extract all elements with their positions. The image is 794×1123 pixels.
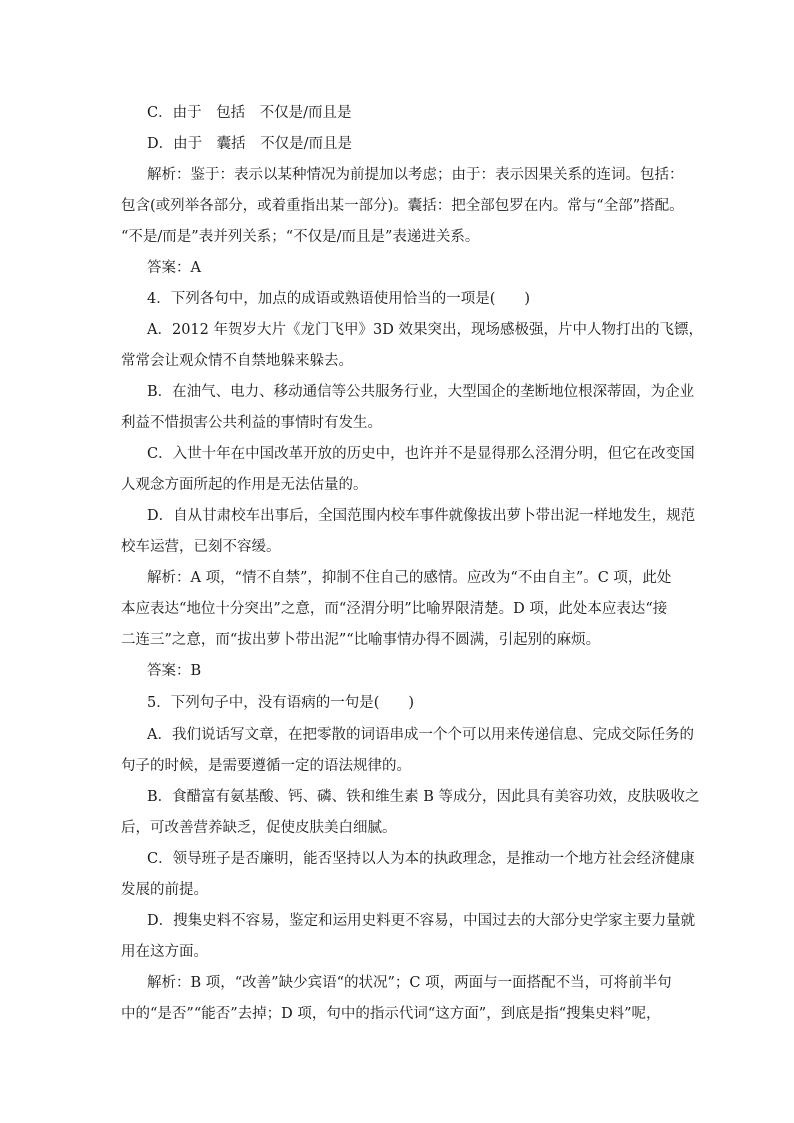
question-5: 5．下列句子中，没有语病的一句是( ) [147, 695, 415, 711]
analysis-line: “不是/而是”表并列关系；“不仅是/而且是”表递进关系。 [121, 229, 480, 245]
q5-option-d-cont: 用在这方面。 [121, 944, 208, 960]
q5-option-b: B．食醋富有氨基酸、钙、磷、铁和维生素 B 等成分，因此具有美容功效，皮肤吸收之 [147, 789, 700, 805]
analysis-line: 解析：鉴于：表示以某种情况为前提加以考虑；由于：表示因果关系的连词。包括： [147, 167, 684, 183]
q5-option-b-cont: 后，可改善营养缺乏，促使皮肤美白细腻。 [121, 820, 397, 836]
answer-line: 答案：A [147, 260, 201, 276]
q4-option-c-cont: 人观念方面所起的作用是无法估量的。 [121, 477, 368, 493]
q4-answer: 答案：B [147, 663, 202, 679]
q4-option-a: A．2012 年贺岁大片《龙门飞甲》3D 效果突出，现场感极强，片中人物打出的飞镖， [147, 322, 703, 338]
q5-option-a: A．我们说话写文章，在把零散的词语串成一个个可以用来传递信息、完成交际任务的 [147, 727, 694, 743]
q5-option-c: C．领导班子是否廉明，能否坚持以人为本的执政理念，是推动一个地方社会经济健康 [147, 851, 695, 867]
q5-option-c-cont: 发展的前提。 [121, 882, 208, 898]
q5-option-a-cont: 句子的时候，是需要遵循一定的语法规律的。 [121, 758, 411, 774]
option-c-line: C．由于 包括 不仅是/而且是 [147, 105, 352, 121]
question-4: 4．下列各句中，加点的成语或熟语使用恰当的一项是( ) [147, 291, 531, 307]
q4-option-d-cont: 校车运营，已刻不容缓。 [121, 539, 281, 555]
q4-option-a-cont: 常常会让观众情不自禁地躲来躲去。 [121, 353, 353, 369]
q4-option-b-cont: 利益不惜损害公共利益的事情时有发生。 [121, 415, 382, 431]
q4-option-b: B．在油气、电力、移动通信等公共服务行业，大型国企的垄断地位根深蒂固，为企业 [147, 384, 695, 400]
q5-analysis: 解析：B 项，“改善”缺少宾语“的状况”；C 项，两面与一面搭配不当，可将前半句 [147, 975, 672, 991]
q4-analysis: 解析：A 项，“情不自禁”，抑制不住自己的感情。应改为“不由自主”。C 项，此处 [147, 570, 672, 586]
option-d-line: D．由于 囊括 不仅是/而且是 [147, 136, 353, 152]
q4-option-d: D．自从甘肃校车出事后，全国范围内校车事件就像拔出萝卜带出泥一样地发生，规范 [147, 508, 696, 524]
q4-analysis-cont: 二连三”之意，而“拔出萝卜带出泥”“比喻事情办得不圆满，引起别的麻烦。 [121, 632, 601, 648]
q5-analysis-cont: 中的“是否”“能否”去掉；D 项，句中的指示代词“这方面”，到底是指“搜集史料”呢， [121, 1006, 661, 1022]
q4-analysis-cont: 本应表达“地位十分突出”之意，而“泾渭分明”比喻界限清楚。D 项，此处本应表达“接 [121, 601, 668, 617]
q4-option-c: C．入世十年在中国改革开放的历史中，也许并不是显得那么泾渭分明，但它在改变国 [147, 446, 695, 462]
q5-option-d: D．搜集史料不容易，鉴定和运用史料更不容易，中国过去的大部分史学家主要力量就 [147, 913, 696, 929]
analysis-line: 包含(或列举各部分，或着重指出某一部分)。囊括：把全部包罗在内。常与“全部”搭配。 [121, 198, 684, 214]
